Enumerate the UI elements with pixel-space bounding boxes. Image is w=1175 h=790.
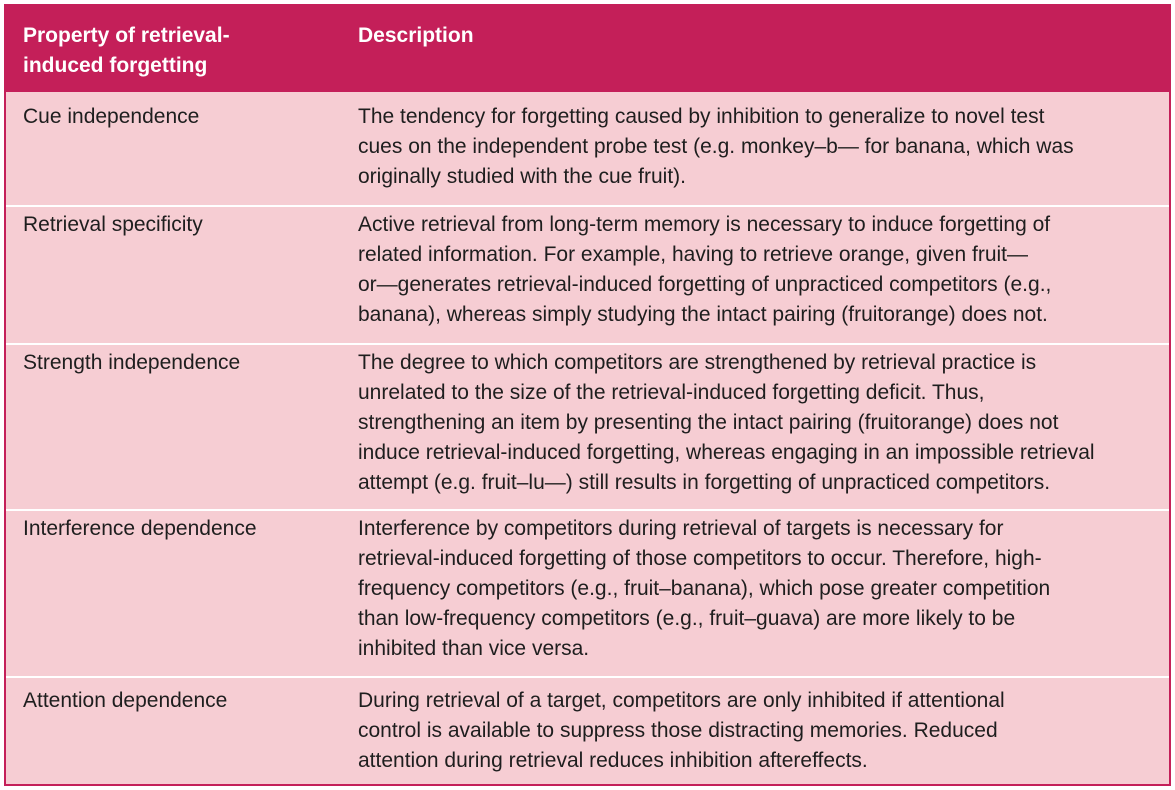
- row-description: [358, 514, 1158, 664]
- description-line: Active retrieval from long-term memory is necessary to induce forgetting of: [358, 213, 1051, 236]
- row-property: Cue independence: [23, 105, 200, 128]
- row-description: [358, 210, 1158, 330]
- row-divider: [6, 205, 1169, 207]
- header-description-column: Description: [358, 24, 474, 47]
- description-line: banana), whereas simply studying the intact pairing (fruitorange) does not.: [358, 303, 1048, 326]
- description-line: unrelated to the size of the retrieval-induced forgetting deficit. Thus,: [358, 381, 985, 404]
- row-property: Attention dependence: [23, 689, 228, 712]
- description-line: inhibited than vice versa.: [358, 637, 590, 660]
- row-description: [358, 348, 1158, 498]
- description-line: frequency competitors (e.g., fruit–banana), which pose greater competition: [358, 577, 1051, 600]
- description-line: cues on the independent probe test (e.g. monkey–b— for banana, which was: [358, 135, 1074, 158]
- header-property-line-2: induced forgetting: [23, 54, 208, 77]
- description-line: attempt (e.g. fruit–lu—) still results in forgetting of unpracticed competitors.: [358, 471, 1051, 494]
- row-description: [358, 686, 1158, 776]
- header-property-column: [23, 21, 313, 81]
- description-line: control is available to suppress those distracting memories. Reduced: [358, 719, 998, 742]
- description-line: retrieval-induced forgetting of those competitors to occur. Therefore, high-: [358, 547, 1042, 570]
- row-divider: [6, 676, 1169, 678]
- description-line: The degree to which competitors are strengthened by retrieval practice is: [358, 351, 1037, 374]
- description-line: originally studied with the cue fruit).: [358, 165, 686, 188]
- table-header: [6, 6, 1169, 92]
- row-property: Retrieval specificity: [23, 213, 203, 236]
- description-line: induce retrieval-induced forgetting, whereas engaging in an impossible retrieval: [358, 441, 1095, 464]
- properties-table: [4, 4, 1171, 786]
- description-line: During retrieval of a target, competitors are only inhibited if attentional: [358, 689, 1005, 712]
- row-description: [358, 102, 1158, 192]
- description-line: strengthening an item by presenting the intact pairing (fruitorange) does not: [358, 411, 1059, 434]
- description-line: The tendency for forgetting caused by inhibition to generalize to novel test: [358, 105, 1045, 128]
- row-divider: [6, 509, 1169, 511]
- description-line: Interference by competitors during retrieval of targets is necessary for: [358, 517, 1004, 540]
- row-property: Strength independence: [23, 351, 241, 374]
- description-line: attention during retrieval reduces inhibition aftereffects.: [358, 749, 868, 772]
- description-line: related information. For example, having to retrieve orange, given fruit—: [358, 243, 1029, 266]
- row-divider: [6, 343, 1169, 345]
- description-line: or—generates retrieval-induced forgetting of unpracticed competitors (e.g.,: [358, 273, 1052, 296]
- description-line: than low-frequency competitors (e.g., fruit–guava) are more likely to be: [358, 607, 1016, 630]
- header-property-line-1: Property of retrieval-: [23, 24, 230, 47]
- row-property: Interference dependence: [23, 517, 257, 540]
